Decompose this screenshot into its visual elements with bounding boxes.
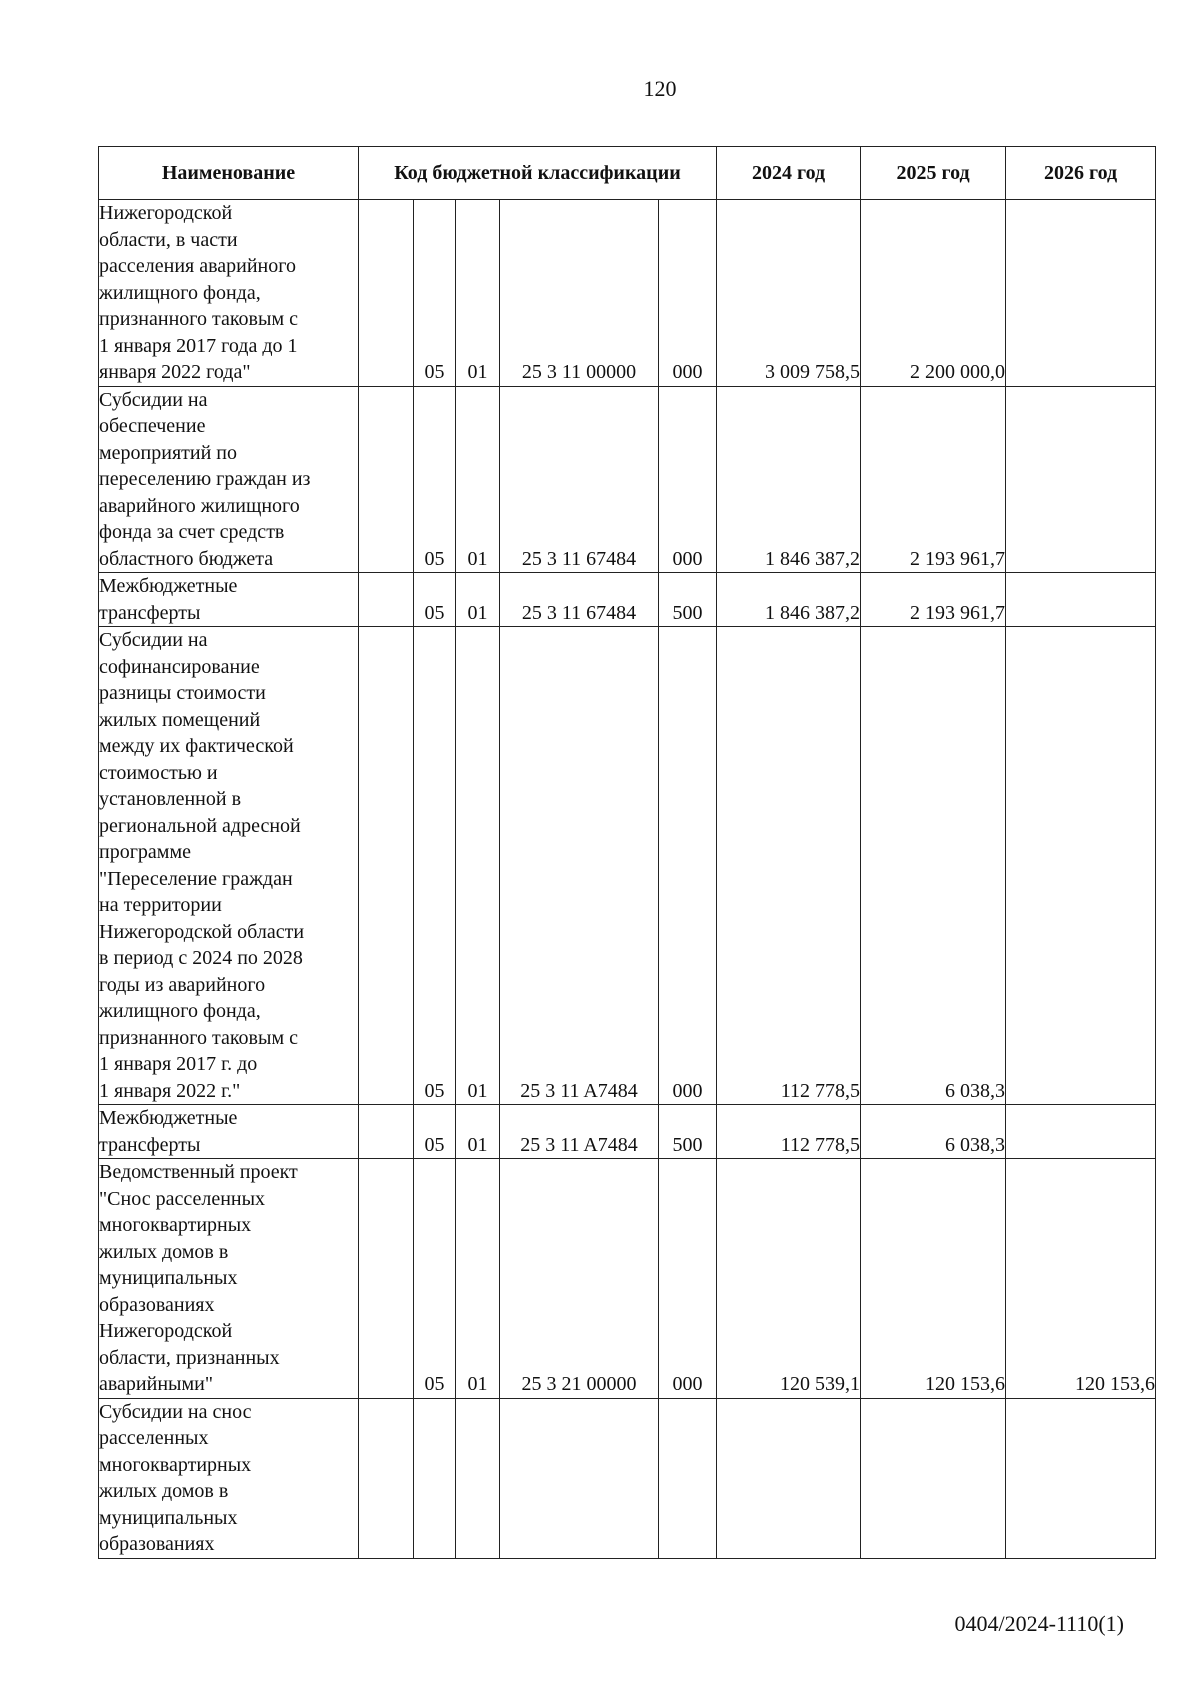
row-name-line: Нижегородской	[99, 202, 233, 224]
row-name-line: муниципальных	[99, 1267, 238, 1289]
expense-type-cell: 000	[659, 627, 717, 1105]
code-blank-cell	[359, 200, 414, 387]
row-name-line: трансферты	[99, 601, 201, 624]
row-name-line: Субсидии на	[99, 629, 208, 651]
target-article-cell: 25 3 21 00000	[500, 1159, 659, 1399]
row-name-line: 1 января 2017 года до 1	[99, 334, 298, 357]
section-code-cell	[414, 1398, 456, 1558]
row-name-line: годы из аварийного	[99, 973, 266, 996]
amount-2024-cell: 3 009 758,5	[717, 200, 861, 387]
row-name-line: установленной в	[99, 788, 242, 810]
section-code-cell: 05	[414, 627, 456, 1105]
row-name-line: обеспечение	[99, 415, 206, 437]
amount-2026-cell	[1006, 573, 1156, 627]
row-name-line: жилищного фонда,	[99, 1000, 261, 1022]
row-name	[99, 1159, 359, 1399]
row-name-line: аварийного жилищного	[99, 494, 300, 517]
row-name	[99, 573, 359, 627]
amount-2025-cell: 2 200 000,0	[861, 200, 1006, 387]
row-name-line: многоквартирных	[99, 1453, 252, 1476]
header-2024: 2024 год	[717, 147, 861, 200]
row-name-line: аварийными"	[99, 1373, 214, 1395]
row-name-line: софинансирование	[99, 655, 260, 678]
target-article-cell: 25 3 11 67484	[500, 573, 659, 627]
amount-2026-cell	[1006, 386, 1156, 573]
row-name-line: региональной адресной	[99, 814, 301, 837]
row-name-line: многоквартирных	[99, 1214, 252, 1236]
amount-2025-cell	[861, 1398, 1006, 1558]
header-code: Код бюджетной классификации	[359, 147, 717, 200]
subsection-code-cell: 01	[456, 386, 500, 573]
row-name-line: переселению граждан из	[99, 468, 311, 490]
row-name-line: января 2022 года"	[99, 361, 251, 383]
row-name-line: области, признанных	[99, 1346, 280, 1369]
row-name	[99, 1105, 359, 1159]
code-blank-cell	[359, 1105, 414, 1159]
header-2025: 2025 год	[861, 147, 1006, 200]
subsection-code-cell: 01	[456, 573, 500, 627]
row-name	[99, 627, 359, 1105]
table-row	[99, 200, 1156, 387]
section-code-cell: 05	[414, 573, 456, 627]
row-name-line: муниципальных	[99, 1506, 238, 1529]
row-name-line: признанного таковым с	[99, 1026, 298, 1049]
code-blank-cell	[359, 573, 414, 627]
code-blank-cell	[359, 1398, 414, 1558]
row-name-line: Межбюджетные	[99, 1107, 238, 1129]
row-name-line: жилых домов в	[99, 1480, 229, 1502]
subsection-code-cell: 01	[456, 1159, 500, 1399]
code-blank-cell	[359, 627, 414, 1105]
amount-2024-cell: 120 539,1	[717, 1159, 861, 1399]
section-code-cell: 05	[414, 1159, 456, 1399]
row-name-line: области, в части	[99, 228, 238, 251]
row-name-line: разницы стоимости	[99, 682, 266, 704]
amount-2024-cell: 1 846 387,2	[717, 386, 861, 573]
row-name-line: программе	[99, 841, 191, 863]
row-name-line: "Переселение граждан	[99, 867, 293, 890]
row-name-line: мероприятий по	[99, 441, 237, 464]
amount-2026-cell	[1006, 1398, 1156, 1558]
row-name-line: на территории	[99, 894, 222, 916]
section-code-cell: 05	[414, 386, 456, 573]
amount-2026-cell	[1006, 627, 1156, 1105]
header-2026: 2026 год	[1006, 147, 1156, 200]
target-article-cell: 25 3 11 67484	[500, 386, 659, 573]
section-code-cell: 05	[414, 1105, 456, 1159]
row-name-line: фонда за счет средств	[99, 521, 285, 543]
row-name	[99, 386, 359, 573]
target-article-cell: 25 3 11 A7484	[500, 1105, 659, 1159]
budget-table	[98, 146, 1156, 1559]
row-name	[99, 200, 359, 387]
subsection-code-cell: 01	[456, 627, 500, 1105]
code-blank-cell	[359, 1159, 414, 1399]
header-row	[99, 147, 1156, 200]
row-name	[99, 1398, 359, 1558]
row-name-line: образованиях	[99, 1533, 215, 1555]
code-blank-cell	[359, 386, 414, 573]
table-row	[99, 386, 1156, 573]
expense-type-cell	[659, 1398, 717, 1558]
row-name-line: Субсидии на	[99, 388, 208, 411]
amount-2026-cell	[1006, 1105, 1156, 1159]
row-name-line: 1 января 2017 г. до	[99, 1053, 258, 1075]
row-name-line: признанного таковым с	[99, 308, 298, 330]
target-article-cell	[500, 1398, 659, 1558]
subsection-code-cell: 01	[456, 1105, 500, 1159]
amount-2026-cell	[1006, 200, 1156, 387]
row-name-line: расселения аварийного	[99, 255, 296, 277]
table-row	[99, 573, 1156, 627]
expense-type-cell: 000	[659, 200, 717, 387]
row-name-line: расселенных	[99, 1427, 209, 1449]
row-name-line: жилых домов в	[99, 1240, 229, 1263]
amount-2024-cell: 112 778,5	[717, 1105, 861, 1159]
amount-2024-cell: 1 846 387,2	[717, 573, 861, 627]
row-name-line: образованиях	[99, 1293, 215, 1316]
row-name-line: "Снос расселенных	[99, 1187, 266, 1210]
amount-2025-cell: 6 038,3	[861, 627, 1006, 1105]
row-name-line: жилищного фонда,	[99, 281, 261, 304]
row-name-line: между их фактической	[99, 735, 294, 757]
amount-2026-cell: 120 153,6	[1006, 1159, 1156, 1399]
row-name-line: Ведомственный проект	[99, 1161, 298, 1183]
row-name-line: трансферты	[99, 1133, 201, 1156]
header-name: Наименование	[99, 147, 359, 200]
section-code-cell: 05	[414, 200, 456, 387]
amount-2025-cell: 120 153,6	[861, 1159, 1006, 1399]
expense-type-cell: 000	[659, 386, 717, 573]
target-article-cell: 25 3 11 00000	[500, 200, 659, 387]
amount-2024-cell: 112 778,5	[717, 627, 861, 1105]
document-code: 0404/2024-1110(1)	[954, 1611, 1124, 1636]
row-name-line: жилых помещений	[99, 708, 261, 731]
amount-2025-cell: 2 193 961,7	[861, 386, 1006, 573]
table-row	[99, 627, 1156, 1105]
expense-type-cell: 500	[659, 1105, 717, 1159]
expense-type-cell: 000	[659, 1159, 717, 1399]
row-name-line: стоимостью и	[99, 761, 218, 784]
table-row	[99, 1105, 1156, 1159]
amount-2025-cell: 2 193 961,7	[861, 573, 1006, 627]
table-row	[99, 1398, 1156, 1558]
row-name-line: в период с 2024 по 2028	[99, 947, 303, 969]
table-row	[99, 1159, 1156, 1399]
page-number: 120	[643, 76, 677, 101]
row-name-line: Субсидии на снос	[99, 1400, 252, 1423]
row-name-line: Нижегородской области	[99, 920, 305, 943]
subsection-code-cell	[456, 1398, 500, 1558]
row-name-line: 1 января 2022 г."	[99, 1079, 241, 1102]
subsection-code-cell: 01	[456, 200, 500, 387]
row-name-line: Межбюджетные	[99, 575, 238, 597]
amount-2025-cell: 6 038,3	[861, 1105, 1006, 1159]
row-name-line: Нижегородской	[99, 1320, 233, 1342]
amount-2024-cell	[717, 1398, 861, 1558]
expense-type-cell: 500	[659, 573, 717, 627]
row-name-line: областного бюджета	[99, 547, 274, 570]
target-article-cell: 25 3 11 A7484	[500, 627, 659, 1105]
